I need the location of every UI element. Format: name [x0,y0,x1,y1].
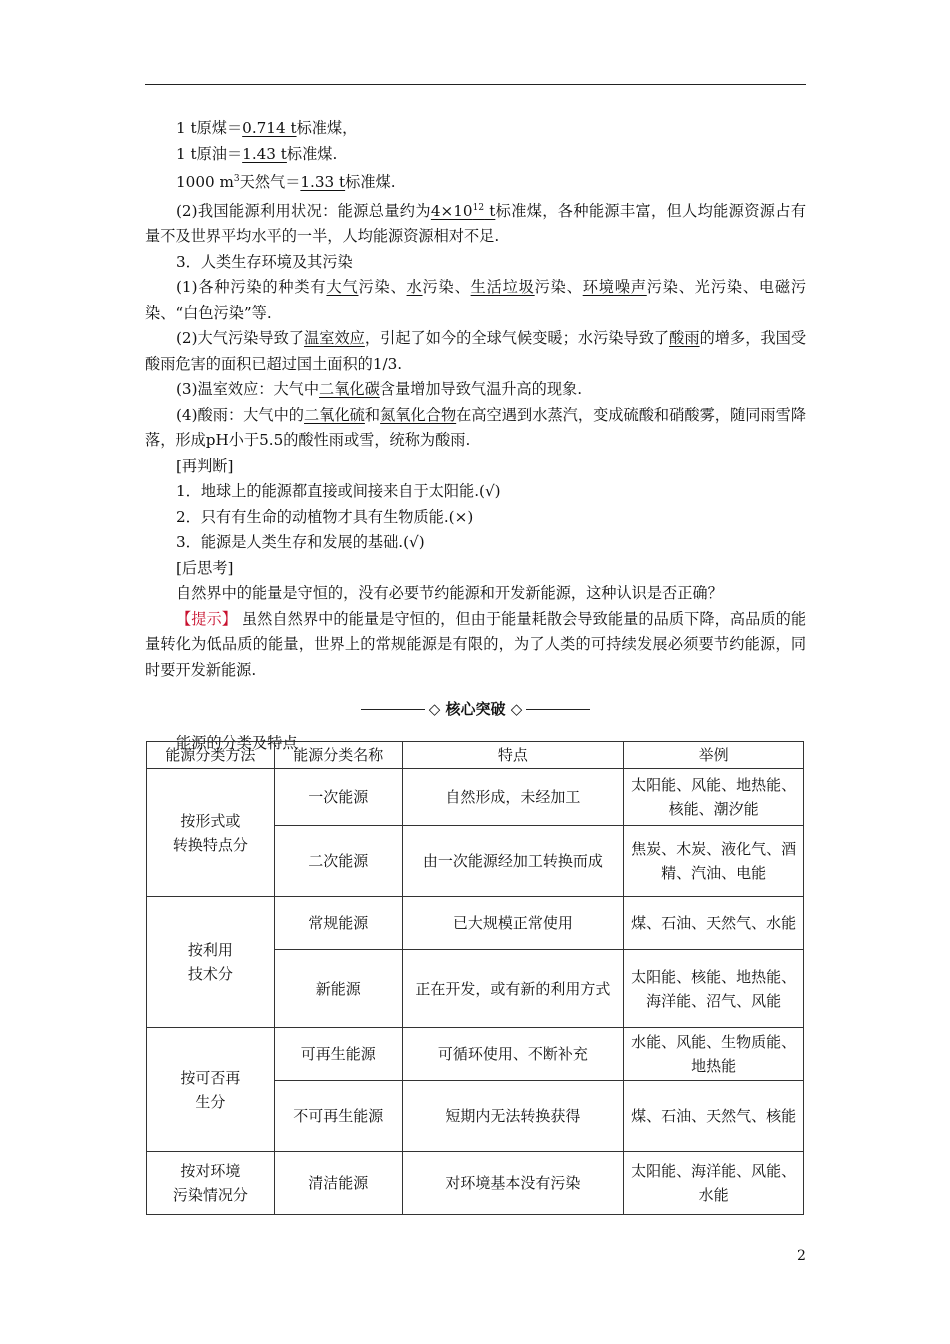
greenhouse-paragraph: (3)温室效应：大气中二氧化碳含量增加导致气温升高的现象. [176,380,583,398]
feature-cell: 可循环使用、不断补充 [402,1028,624,1081]
page-number: 2 [797,1248,806,1264]
method-cell: 按形式或 转换特点分 [147,769,275,897]
name-cell: 新能源 [274,950,402,1028]
coal-conversion: 1 t原煤＝0.714 t标准煤， [176,119,358,137]
banner-title: ◇ 核心突破 ◇ [428,700,523,718]
air-pollution-paragraph: (2)大气污染导致了温室效应，引起了如今的全球气候变暖；水污染导致了酸雨的增多，我国受酸雨危害的面积已超过国土面积的1/3. [145,329,807,373]
judge-item: 3．能源是人类生存和发展的基础.(√) [176,533,425,551]
energy-status-paragraph: (2)我国能源利用状况：能源总量约为$4\times 10^{12}$ t标准煤，各种能源丰富，但人均能源资源占有量不及世界平均水平的一半，人均能源资源相对不足. [145,201,807,245]
judge-heading: [再判断] [176,456,234,475]
core-breakthrough-banner [145,697,806,723]
judge-item: 2．只有有生命的动植物才具有生物质能.(×) [176,507,474,526]
banner-left-line [361,709,425,710]
method-cell: 按可否再 生分 [147,1028,275,1152]
method-cell: 按对环境 污染情况分 [147,1152,275,1215]
example-cell: 煤、石油、天然气、水能 [624,897,804,950]
gas-conversion: 1000 $m^3$天然气＝1.33 t标准煤. [176,173,396,191]
header-cell: 能源分类名称 [274,742,402,769]
header-cell: 能源分类方法 [147,742,275,769]
name-cell: 二次能源 [274,826,402,897]
name-cell: 清洁能源 [274,1152,402,1215]
example-cell: 焦炭、木炭、液化气、酒精、汽油、电能 [624,826,804,897]
judge-item: 1．地球上的能源都直接或间接来自于太阳能.(√) [176,482,501,500]
feature-cell: 由一次能源经加工转换而成 [402,826,624,897]
energy-classification-table [146,741,804,1215]
feature-cell: 对环境基本没有污染 [402,1152,624,1215]
table-row [147,1152,804,1215]
header-rule [145,84,806,85]
header-cell: 特点 [402,742,624,769]
banner-right-line [526,709,590,710]
table-row [147,897,804,950]
hint-paragraph: 【提示】 虽然自然界中的能量是守恒的，但由于能量耗散会导致能量的品质下降，高品质的能量转化为低品质的能量，世界上的常规能源是有限的，为了人类的可持续发展必须要节约能源，同时要开发新能源. [145,609,807,679]
page-body [145,116,806,756]
table-header-row [147,742,804,769]
table-row [147,769,804,826]
pollution-types-paragraph: (1)各种污染的种类有大气污染、水污染、生活垃圾污染、环境噪声污染、光污染、电磁污染、“白色污染”等. [145,278,807,322]
feature-cell: 已大规模正常使用 [402,897,624,950]
hint-label: 【提示】 [176,609,237,628]
table-caption: 能源的分类及特点 [176,733,298,752]
table-row [147,1028,804,1081]
example-cell: 煤、石油、天然气、核能 [624,1081,804,1152]
feature-cell: 自然形成，未经加工 [402,769,624,826]
header-cell: 举例 [624,742,804,769]
section-heading: 3．人类生存环境及其污染 [176,252,353,271]
example-cell: 太阳能、海洋能、风能、水能 [624,1152,804,1215]
feature-cell: 短期内无法转换获得 [402,1081,624,1152]
name-cell: 可再生能源 [274,1028,402,1081]
name-cell: 一次能源 [274,769,402,826]
example-cell: 太阳能、核能、地热能、海洋能、沼气、风能 [624,950,804,1028]
acid-rain-paragraph: (4)酸雨：大气中的二氧化硫和氮氧化合物在高空遇到水蒸汽，变成硫酸和硝酸雾，随同雨雪降落，形成pH小于5.5的酸性雨或雪，统称为酸雨. [145,405,807,449]
example-cell: 水能、风能、生物质能、地热能 [624,1028,804,1081]
think-heading: [后思考] [176,558,234,577]
method-cell: 按利用 技术分 [147,897,275,1028]
feature-cell: 正在开发，或有新的利用方式 [402,950,624,1028]
name-cell: 不可再生能源 [274,1081,402,1152]
think-question: 自然界中的能量是守恒的，没有必要节约能源和开发新能源，这种认识是否正确？ [176,584,723,602]
name-cell: 常规能源 [274,897,402,950]
example-cell: 太阳能、风能、地热能、核能、潮汐能 [624,769,804,826]
oil-conversion: 1 t原油＝1.43 t标准煤. [176,144,338,163]
